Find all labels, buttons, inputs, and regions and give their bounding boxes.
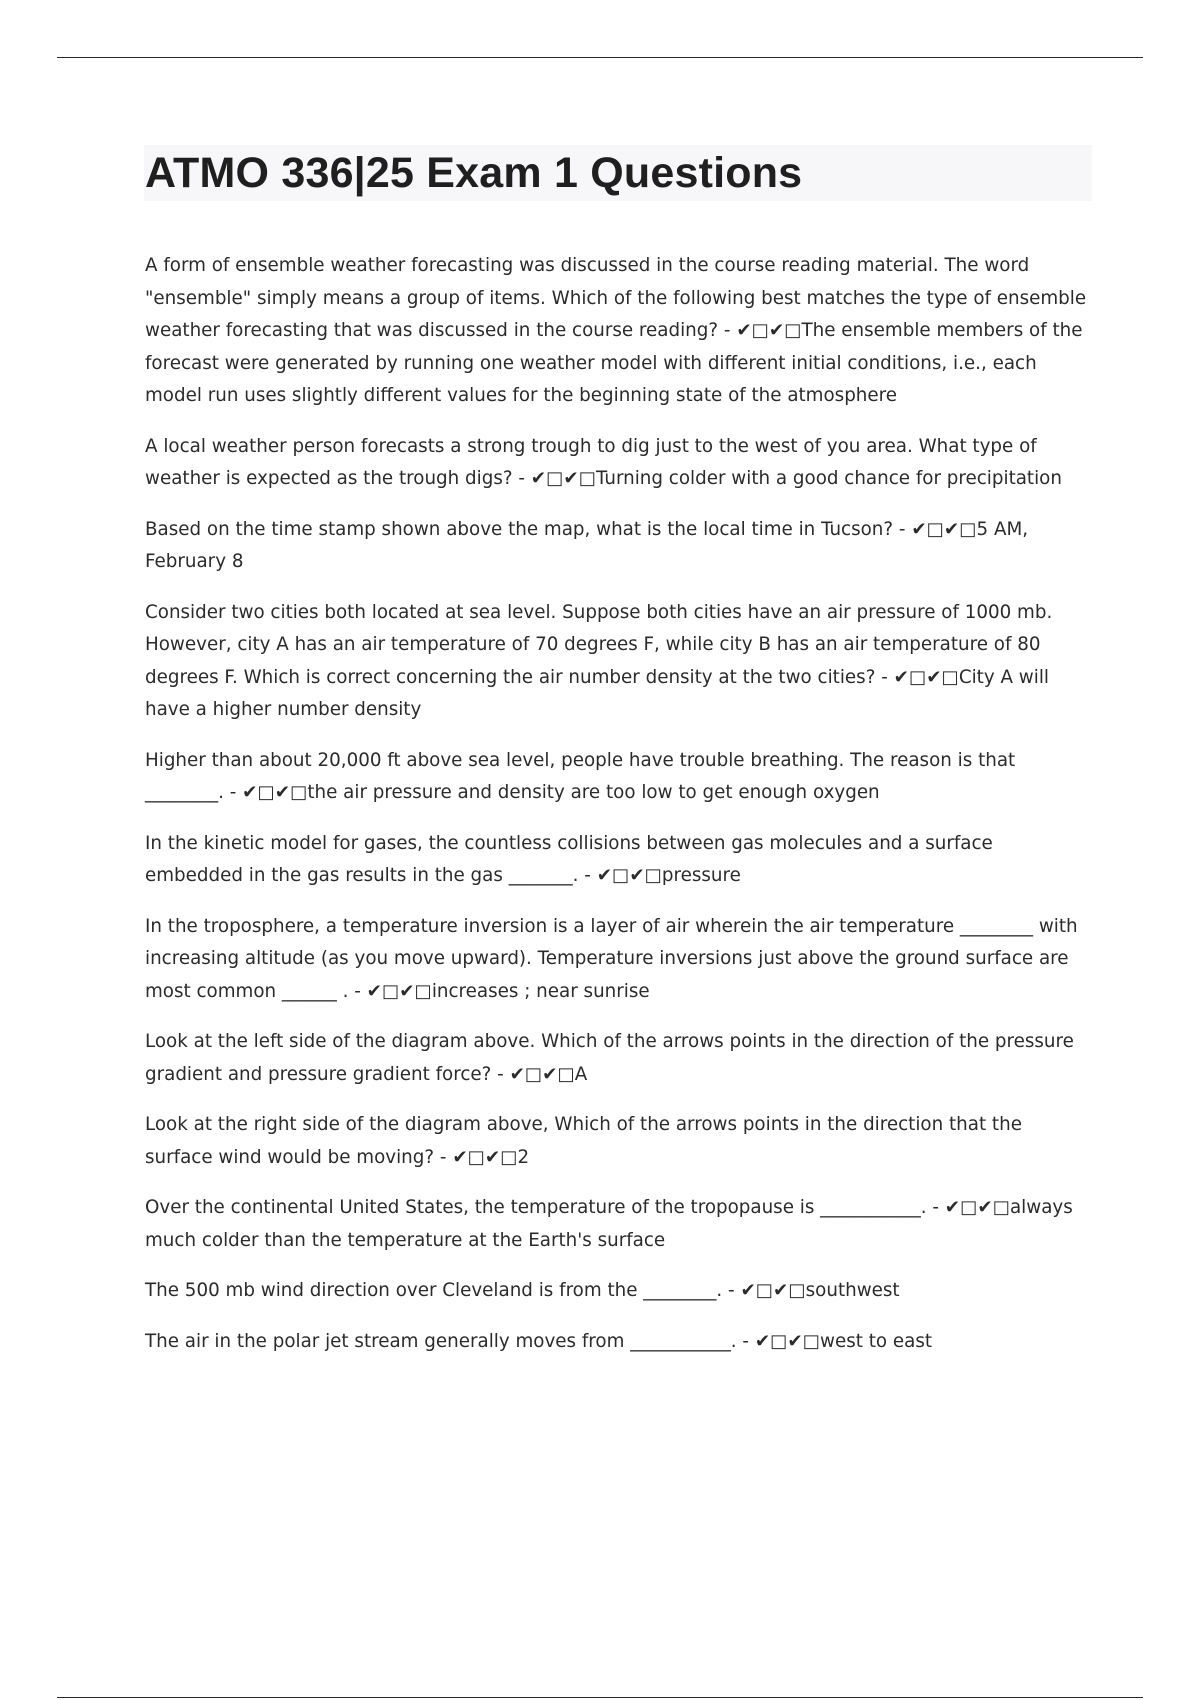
question-item-12 bbox=[145, 1326, 1090, 1359]
check-mark-icon: ✔□✔□ bbox=[893, 666, 959, 688]
question-text: Look at the left side of the diagram above. Which of the arrows points in the direction of the pressure gradient and pressure gradient force? bbox=[145, 1031, 1074, 1085]
separator: - bbox=[578, 865, 597, 886]
question-text: Higher than about 20,000 ft above sea level, people have trouble breathing. The reason is that ________. bbox=[145, 749, 1016, 803]
question-item-1 bbox=[145, 250, 1090, 413]
question-item-6 bbox=[145, 828, 1090, 893]
question-text: A form of ensemble weather forecasting was discussed in the course reading material. The word "ensemble" simply means a group of items. Which of the following best matches the type of ensemble weather forecasting that was discussed in the course reading? bbox=[145, 255, 1087, 341]
check-mark-icon: ✔□✔□ bbox=[596, 865, 662, 886]
separator: - bbox=[348, 980, 367, 1002]
question-text: Look at the right side of the diagram above, Which of the arrows points in the direction that the surface wind would be moving? bbox=[145, 1114, 1022, 1168]
answer-text: increases ; near sunrise bbox=[431, 980, 650, 1002]
separator: - bbox=[434, 1146, 453, 1168]
check-mark-icon: ✔□✔□ bbox=[736, 320, 802, 341]
question-item-11 bbox=[145, 1275, 1090, 1308]
question-text: A local weather person forecasts a strong trough to dig just to the west of you area. What type of weather is expected as the trough digs? bbox=[145, 435, 1037, 489]
separator: - bbox=[875, 666, 894, 688]
answer-text: A bbox=[574, 1063, 588, 1085]
answer-text: City A will have a higher number density bbox=[145, 666, 1049, 720]
question-text: In the kinetic model for gases, the countless collisions between gas molecules and a surface embedded in the gas results in the gas _______. bbox=[145, 832, 993, 886]
answer-text: southwest bbox=[805, 1280, 900, 1301]
separator: - bbox=[736, 1330, 755, 1352]
question-text: Consider two cities both located at sea level. Suppose both cities have an air pressure of 1000 mb. However, city A has an air temperature of 70 degrees F, while city B has an air temperature of 80 degrees F. Which is correct concerning the air number density at the two cities? bbox=[145, 601, 1053, 688]
document-title: ATMO 336|25 Exam 1 Questions bbox=[145, 149, 803, 197]
top-rule bbox=[57, 57, 1143, 58]
question-text: Over the continental United States, the temperature of the tropopause is ___________. bbox=[145, 1197, 927, 1218]
question-text: The air in the polar jet stream generally moves from ___________. bbox=[145, 1330, 737, 1352]
check-mark-icon: ✔□✔□ bbox=[911, 518, 977, 540]
question-item-4 bbox=[145, 597, 1090, 727]
question-text: The 500 mb wind direction over Cleveland is from the ________. bbox=[145, 1280, 723, 1301]
separator: - bbox=[718, 320, 737, 341]
question-list bbox=[145, 250, 1090, 1376]
check-mark-icon: ✔□✔□ bbox=[242, 782, 308, 803]
bottom-rule bbox=[57, 1697, 1143, 1698]
question-text: In the troposphere, a temperature inversion is a layer of air wherein the air temperature ________ with increasing altitude (as you move upward). Temperature inversions just above the ground surface are most common ______ . bbox=[145, 915, 1078, 1002]
question-item-5 bbox=[145, 745, 1090, 810]
check-mark-icon: ✔□✔□ bbox=[754, 1330, 821, 1352]
question-item-8 bbox=[145, 1026, 1090, 1091]
answer-text: pressure bbox=[661, 865, 741, 886]
check-mark-icon: ✔□✔□ bbox=[366, 980, 432, 1002]
question-item-3 bbox=[145, 514, 1090, 579]
check-mark-icon: ✔□✔□ bbox=[740, 1280, 806, 1301]
separator: - bbox=[491, 1063, 510, 1085]
question-item-9 bbox=[145, 1109, 1090, 1174]
question-item-2 bbox=[145, 431, 1090, 496]
question-item-7 bbox=[145, 911, 1090, 1009]
question-text: Based on the time stamp shown above the map, what is the local time in Tucson? bbox=[145, 518, 894, 540]
separator: - bbox=[722, 1280, 741, 1301]
separator: - bbox=[893, 518, 912, 540]
answer-text: 5 AM, February 8 bbox=[145, 518, 1029, 572]
separator: - bbox=[223, 782, 243, 803]
question-item-10 bbox=[145, 1192, 1090, 1257]
answer-text: west to east bbox=[820, 1330, 933, 1352]
check-mark-icon: ✔□✔□ bbox=[530, 468, 596, 489]
answer-text: the air pressure and density are too low to get enough oxygen bbox=[307, 782, 880, 803]
answer-text: The ensemble members of the forecast were generated by running one weather model with different initial conditions, i.e., each model run uses slightly different values for the beginning state of the atmosphere bbox=[145, 320, 1083, 406]
separator: - bbox=[926, 1197, 945, 1218]
check-mark-icon: ✔□✔□ bbox=[509, 1063, 575, 1085]
answer-text: Turning colder with a good chance for precipitation bbox=[595, 468, 1062, 489]
check-mark-icon: ✔□✔□ bbox=[944, 1197, 1010, 1218]
answer-text: 2 bbox=[517, 1146, 530, 1168]
check-mark-icon: ✔□✔□ bbox=[452, 1146, 518, 1168]
answer-text: always much colder than the temperature at the Earth's surface bbox=[145, 1197, 1073, 1251]
separator: - bbox=[512, 468, 531, 489]
